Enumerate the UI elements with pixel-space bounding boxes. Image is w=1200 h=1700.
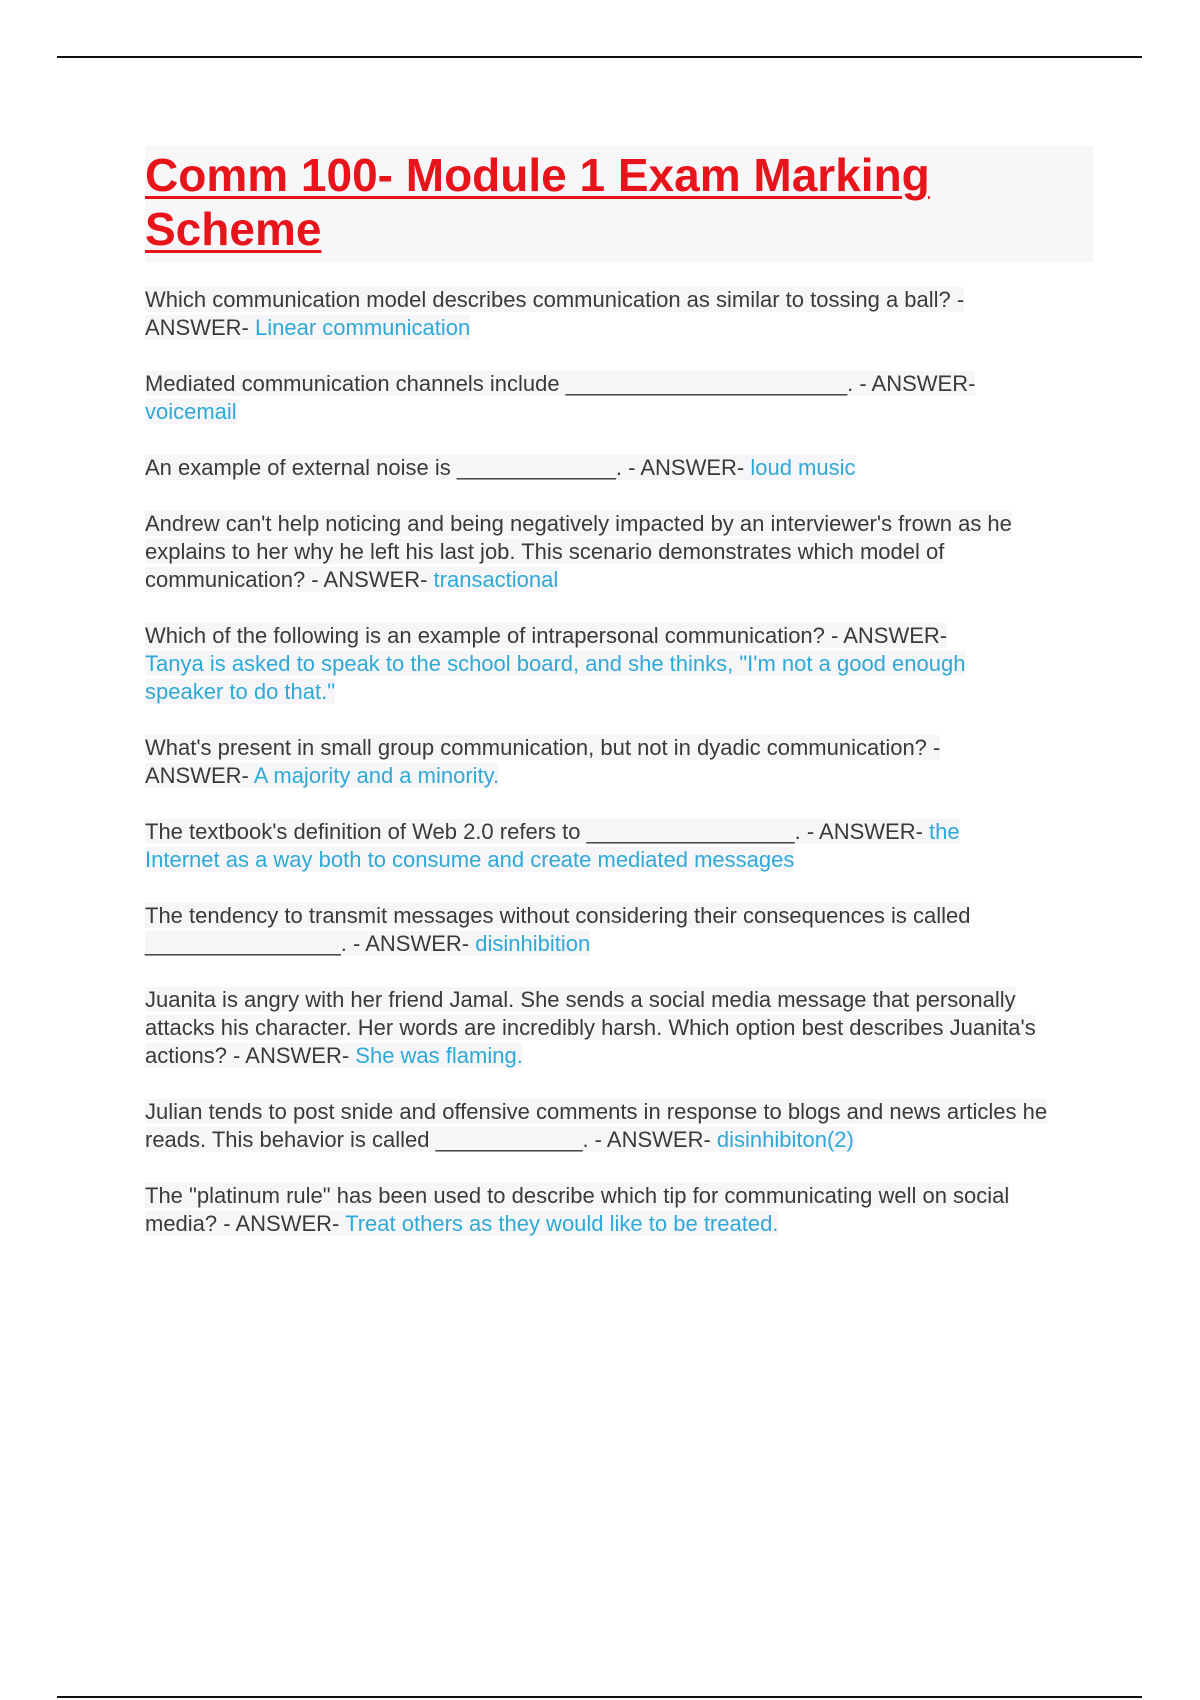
answer-text: A majority and a minority. [253, 763, 500, 788]
answer-text: voicemail [145, 399, 237, 424]
answer-text: the Internet as a way both to consume and create mediated messages [145, 819, 960, 872]
question-text: Which of the following is an example of intrapersonal communication? - ANSWER- [145, 623, 948, 648]
question-text: Julian tends to post snide and offensive comments in response to blogs and news articles he reads. This behavior is called ____________. - ANSWER- [145, 1099, 1048, 1152]
question-text: The "platinum rule" has been used to describe which tip for communicating well on social media? - ANSWER- [145, 1183, 1010, 1236]
answer-text: disinhibition [475, 931, 591, 956]
bottom-rule [57, 1696, 1142, 1698]
answer-text: transactional [433, 567, 559, 592]
top-rule [57, 56, 1142, 58]
qa-item [145, 370, 1093, 426]
qa-item [145, 1182, 1093, 1238]
question-text: Which communication model describes communication as similar to tossing a ball? - ANSWER- [145, 287, 965, 340]
title-block [145, 146, 1093, 262]
qa-item [145, 902, 1093, 958]
qa-item [145, 1098, 1093, 1154]
question-text: An example of external noise is _____________. - ANSWER- [145, 455, 751, 480]
question-text: Juanita is angry with her friend Jamal. She sends a social media message that personally attacks his character. Her words are incredibly harsh. Which option best describes Juanita's actions? - ANSWER- [145, 987, 1036, 1068]
answer-text: Linear communication [255, 315, 471, 340]
question-text: Mediated communication channels include _______________________. - ANSWER- [145, 371, 976, 396]
qa-item [145, 734, 1093, 790]
answer-text: loud music [750, 455, 856, 480]
qa-list [145, 286, 1093, 1238]
document-title: Comm 100- Module 1 Exam Marking Scheme [145, 149, 930, 255]
question-text: What's present in small group communication, but not in dyadic communication? - ANSWER- [145, 735, 941, 788]
qa-item [145, 454, 1093, 482]
answer-text: Tanya is asked to speak to the school board, and she thinks, "I'm not a good enough speaker to do that." [145, 651, 966, 704]
qa-item [145, 986, 1093, 1070]
question-text: The textbook's definition of Web 2.0 refers to _________________. - ANSWER- [145, 819, 930, 844]
answer-text: She was flaming. [355, 1043, 523, 1068]
qa-item [145, 286, 1093, 342]
qa-item [145, 818, 1093, 874]
answer-text: Treat others as they would like to be treated. [345, 1211, 779, 1236]
qa-item [145, 622, 1093, 706]
qa-item [145, 510, 1093, 594]
question-text: Andrew can't help noticing and being negatively impacted by an interviewer's frown as he explains to her why he left his last job. This scenario demonstrates which model of communication? - ANSWER- [145, 511, 1012, 592]
document-body [145, 146, 1093, 1266]
answer-text: disinhibiton(2) [716, 1127, 854, 1152]
question-text: The tendency to transmit messages without considering their consequences is called ________________. - ANSWER- [145, 903, 971, 956]
